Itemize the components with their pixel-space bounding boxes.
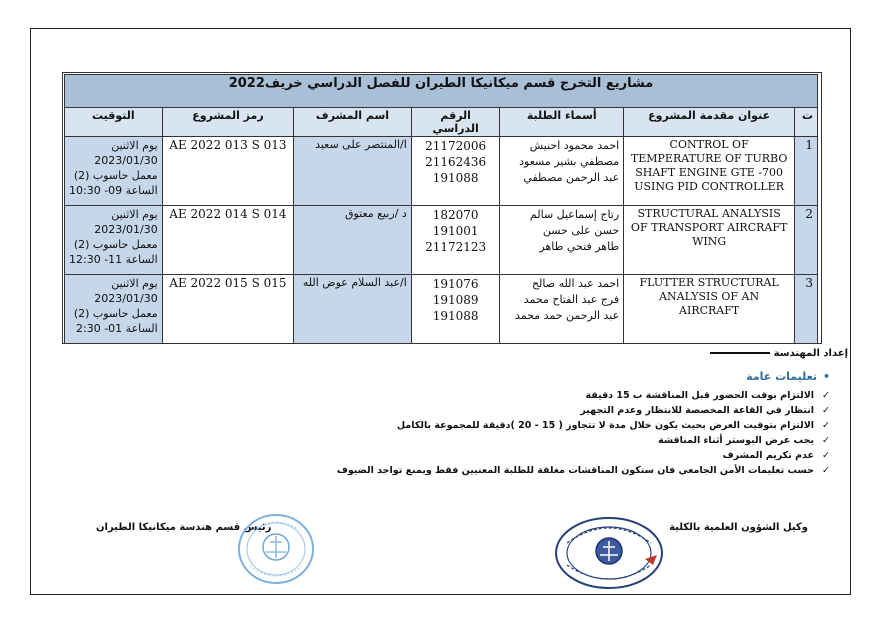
supervisor-name: ا/المنتصر على سعيد <box>294 137 412 206</box>
student-ids <box>411 206 500 275</box>
schedule-time-line: الساعة 01- 2:30 <box>76 322 158 335</box>
student-names-line: فرج عبد الفتاح محمد <box>523 293 620 306</box>
table-row <box>65 275 818 344</box>
note-text: يجب عرض البوستر أثناء المناقشة <box>657 435 815 446</box>
note-text: الالتزام بتوقيت العرض بحيث يكون خلال مدة لا تتجاوز ( 15 - 20 )دقيقة للمجموعة بالكامل <box>396 420 815 431</box>
notes-heading <box>746 370 830 383</box>
student-names <box>500 275 624 344</box>
bullet-icon: • <box>822 370 830 383</box>
project-title-line: FLUTTER STRUCTURAL <box>639 276 779 289</box>
schedule-time-line: معمل حاسوب (2) <box>73 169 158 182</box>
student-ids <box>411 275 500 344</box>
project-title-line: AIRCRAFT <box>679 304 740 317</box>
schedule-time-line: يوم الاثنين <box>111 277 158 290</box>
schedule-time-line: يوم الاثنين <box>111 139 158 152</box>
row-number: 1 <box>795 137 818 206</box>
row-number: 3 <box>795 275 818 344</box>
project-title-line: USING PID CONTROLLER <box>634 180 784 193</box>
check-icon: ✓ <box>822 405 830 416</box>
schedule-time-line: يوم الاثنين <box>111 208 158 221</box>
project-title-line: TEMPERATURE OF TURBO <box>630 152 788 165</box>
notes-list <box>337 388 830 478</box>
note-item <box>337 403 830 418</box>
table-title: مشاريع التخرج قسم ميكانيكا الطيران للفصل الدراسي خريف2022 <box>65 75 818 108</box>
student-ids-line: 191076 <box>432 277 479 291</box>
note-text: عدم تكريم المشرف <box>722 450 815 461</box>
schedule-time-line: معمل حاسوب (2) <box>73 307 158 320</box>
project-code: AE 2022 013 S 013 <box>162 137 293 206</box>
header-ids: الرقم الدراسي <box>411 108 500 137</box>
check-icon: ✓ <box>822 465 830 476</box>
note-text: انتظار في القاعة المخصصة للانتظار وعدم التجهير <box>580 405 815 416</box>
student-ids-line: 21162436 <box>425 155 487 169</box>
note-text: حسب تعليمات الأمن الجامعي فان ستكون المناقشات مغلقة للطلبة المعنيين فقط ويمنع تواجد الضيوف <box>336 465 815 476</box>
student-names <box>500 206 624 275</box>
project-title-line: ANALYSIS OF AN <box>659 290 760 303</box>
project-title-line: CONTROL OF <box>669 138 749 151</box>
student-ids-line: 191001 <box>432 224 479 238</box>
student-names-line: احمد عبد الله صالح <box>531 277 620 290</box>
project-title <box>624 206 795 275</box>
schedule-time-line: 2023/01/30 <box>94 154 158 167</box>
student-names-line: عبد الرحمن حمد محمد <box>514 309 620 322</box>
schedule-time-line: 2023/01/30 <box>94 292 158 305</box>
project-title <box>624 137 795 206</box>
project-code: AE 2022 015 S 015 <box>162 275 293 344</box>
header-students: أسماء الطلبة <box>500 108 624 137</box>
student-ids <box>411 137 500 206</box>
prepared-by-label: إعداد المهندسة <box>773 348 848 359</box>
student-names-line: احمد محمود احنيش <box>529 139 620 152</box>
project-title <box>624 275 795 344</box>
check-icon: ✓ <box>822 420 830 431</box>
row-number: 2 <box>795 206 818 275</box>
department-stamp-icon <box>236 512 316 586</box>
header-supervisor: اسم المشرف <box>294 108 412 137</box>
student-ids-line: 182070 <box>432 208 479 222</box>
student-ids-line: 21172006 <box>425 139 487 153</box>
supervisor-name: د /ربيع معتوق <box>294 206 412 275</box>
student-names-line: رتاج إسماعيل سالم <box>529 208 620 221</box>
table-row <box>65 137 818 206</box>
student-names-line: طاهر فتحي طاهر <box>539 240 620 253</box>
student-ids-line: 191089 <box>432 293 479 307</box>
student-names-line: عبد الرحمن مصطفي <box>523 171 620 184</box>
schedule-time-line: 2023/01/30 <box>94 223 158 236</box>
faculty-stamp-icon <box>553 515 665 591</box>
signature-department-head: رئيس قسم هندسة ميكانيكا الطيران <box>96 522 272 533</box>
schedule-time-line: الساعة 09- 10:30 <box>69 184 158 197</box>
project-title-line: OF TRANSPORT AIRCRAFT <box>630 221 788 234</box>
prepared-by <box>710 348 848 359</box>
project-title-line: STRUCTURAL ANALYSIS <box>637 207 781 220</box>
note-item <box>337 448 830 463</box>
project-title-line: SHAFT ENGINE GTE -700 <box>635 166 784 179</box>
project-code: AE 2022 014 S 014 <box>162 206 293 275</box>
header-time: التوقيت <box>65 108 163 137</box>
note-item <box>337 388 830 403</box>
schedule-time-line: معمل حاسوب (2) <box>73 238 158 251</box>
student-names <box>500 137 624 206</box>
table-row <box>65 206 818 275</box>
header-project: عنوان مقدمة المشروع <box>624 108 795 137</box>
student-ids-line: 21172123 <box>425 240 487 254</box>
schedule-time <box>65 275 163 344</box>
check-icon: ✓ <box>822 450 830 461</box>
schedule-time <box>65 206 163 275</box>
schedule-time <box>65 137 163 206</box>
schedule-time-line: الساعة 11- 12:30 <box>69 253 158 266</box>
projects-table <box>64 74 818 344</box>
note-text: الالتزام بوقت الحضور قبل المناقشة ب 15 دقيقة <box>585 390 815 401</box>
notes-title: تعليمات عامة <box>746 370 817 383</box>
check-icon: ✓ <box>822 390 830 401</box>
note-item <box>337 463 830 478</box>
student-ids-line: 191088 <box>432 171 479 185</box>
supervisor-name: ا/عبد السلام عوض الله <box>294 275 412 344</box>
student-names-line: مصطفي بشير مسعود <box>519 155 620 168</box>
check-icon: ✓ <box>822 435 830 446</box>
prepared-by-line <box>710 352 770 354</box>
project-title-line: WING <box>692 235 727 248</box>
header-code: رمز المشروع <box>162 108 293 137</box>
note-item <box>337 418 830 433</box>
note-item <box>337 433 830 448</box>
student-ids-line: 191088 <box>432 309 479 323</box>
header-num: ت <box>795 108 818 137</box>
student-names-line: حسن على حسن <box>542 224 620 237</box>
signature-vice-dean: وكيل الشؤون العلمية بالكلية <box>669 522 808 533</box>
